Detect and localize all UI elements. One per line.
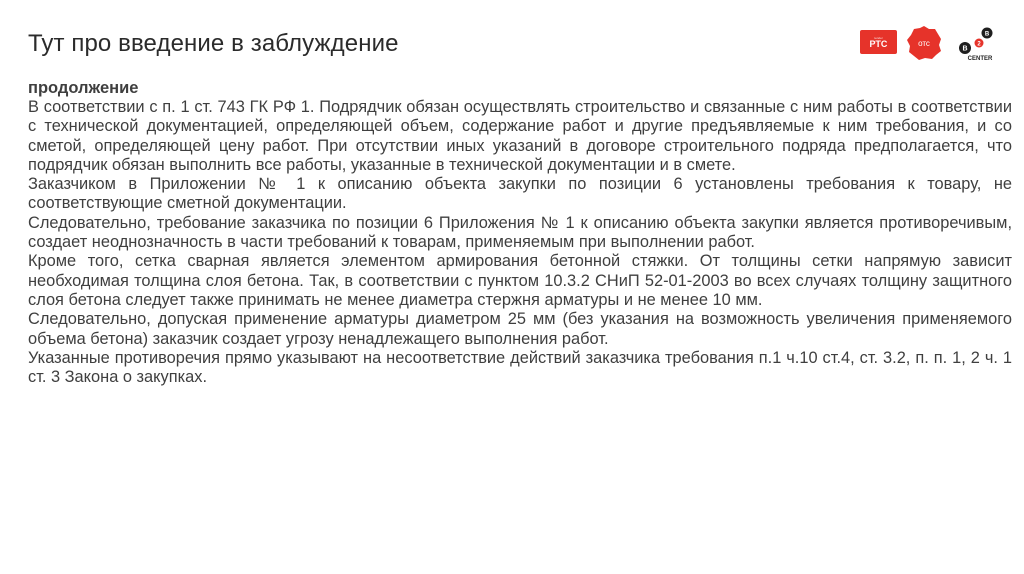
rts-logo <box>860 30 897 54</box>
b2b-center-logo <box>956 26 996 66</box>
b2b-logo-number: 2 <box>977 41 981 48</box>
b2b-logo-letter-left: B <box>962 45 968 53</box>
paragraph-conclusion: Указанные противоречия прямо указывают на несоответствие действий заказчика требования п.1 ч.10 ст.4, ст. 3.2, п. п. 1, 2 ч. 1 ст. 3 Закона о закупках. <box>28 348 1012 387</box>
paragraph-requirements: Заказчиком в Приложении № 1 к описанию объекта закупки по позиции 6 установлены требования к товару, не соответствующие сметной документации. <box>28 175 1012 213</box>
rts-logo-small-text: tender <box>874 35 883 40</box>
b2b-logo-text: CENTER <box>967 56 993 62</box>
slide-title: Тут про введение в заблуждение <box>28 30 399 57</box>
ots-logo-text: отс <box>918 39 930 48</box>
paragraph-mesh-concrete: Кроме того, сетка сварная является элементом армирования бетонной стяжки. От толщины сетки напрямую зависит необходимая толщина слоя бетона. Так, в соответствии с пунктом 10.3.2 СНиП 52-01-2003 во всех случаях толщину защитного слоя бетона следует также принимать не менее диаметра стержня арматуры и не менее 10 мм. <box>28 252 1012 309</box>
paragraph-contradiction: Следовательно, требование заказчика по позиции 6 Приложения № 1 к описанию объекта закупки является противоречивым, создает неоднозначность в части требований к товарам, применяемым при выполнении работ. <box>28 213 1012 252</box>
section-heading: продолжение <box>28 79 139 97</box>
paragraph-contract-law: В соответствии с п. 1 ст. 743 ГК РФ 1. Подрядчик обязан осуществлять строительство и связанные с ним работы в соответствии с технической документацией, определяющей объем, содержание работ и другие предъявляемые к ним требования, и со сметой, определяющей цену работ. При отсутствии иных указаний в договоре строительного подряда предполагается, что подрядчик обязан выполнить все работы, указанные в технической документации и в смете. <box>28 98 1012 174</box>
ots-logo <box>905 24 943 62</box>
b2b-logo-letter-top: B <box>984 31 990 38</box>
body-text <box>28 98 1012 387</box>
paragraph-rebar-threat: Следовательно, допуская применение арматуры диаметром 25 мм (без указания на возможность увеличения применяемого объема бетона) заказчик создает угрозу ненадлежащего выполнения работ. <box>28 310 1012 348</box>
partner-logos <box>860 24 1010 66</box>
rts-logo-text: РТС <box>869 38 888 49</box>
